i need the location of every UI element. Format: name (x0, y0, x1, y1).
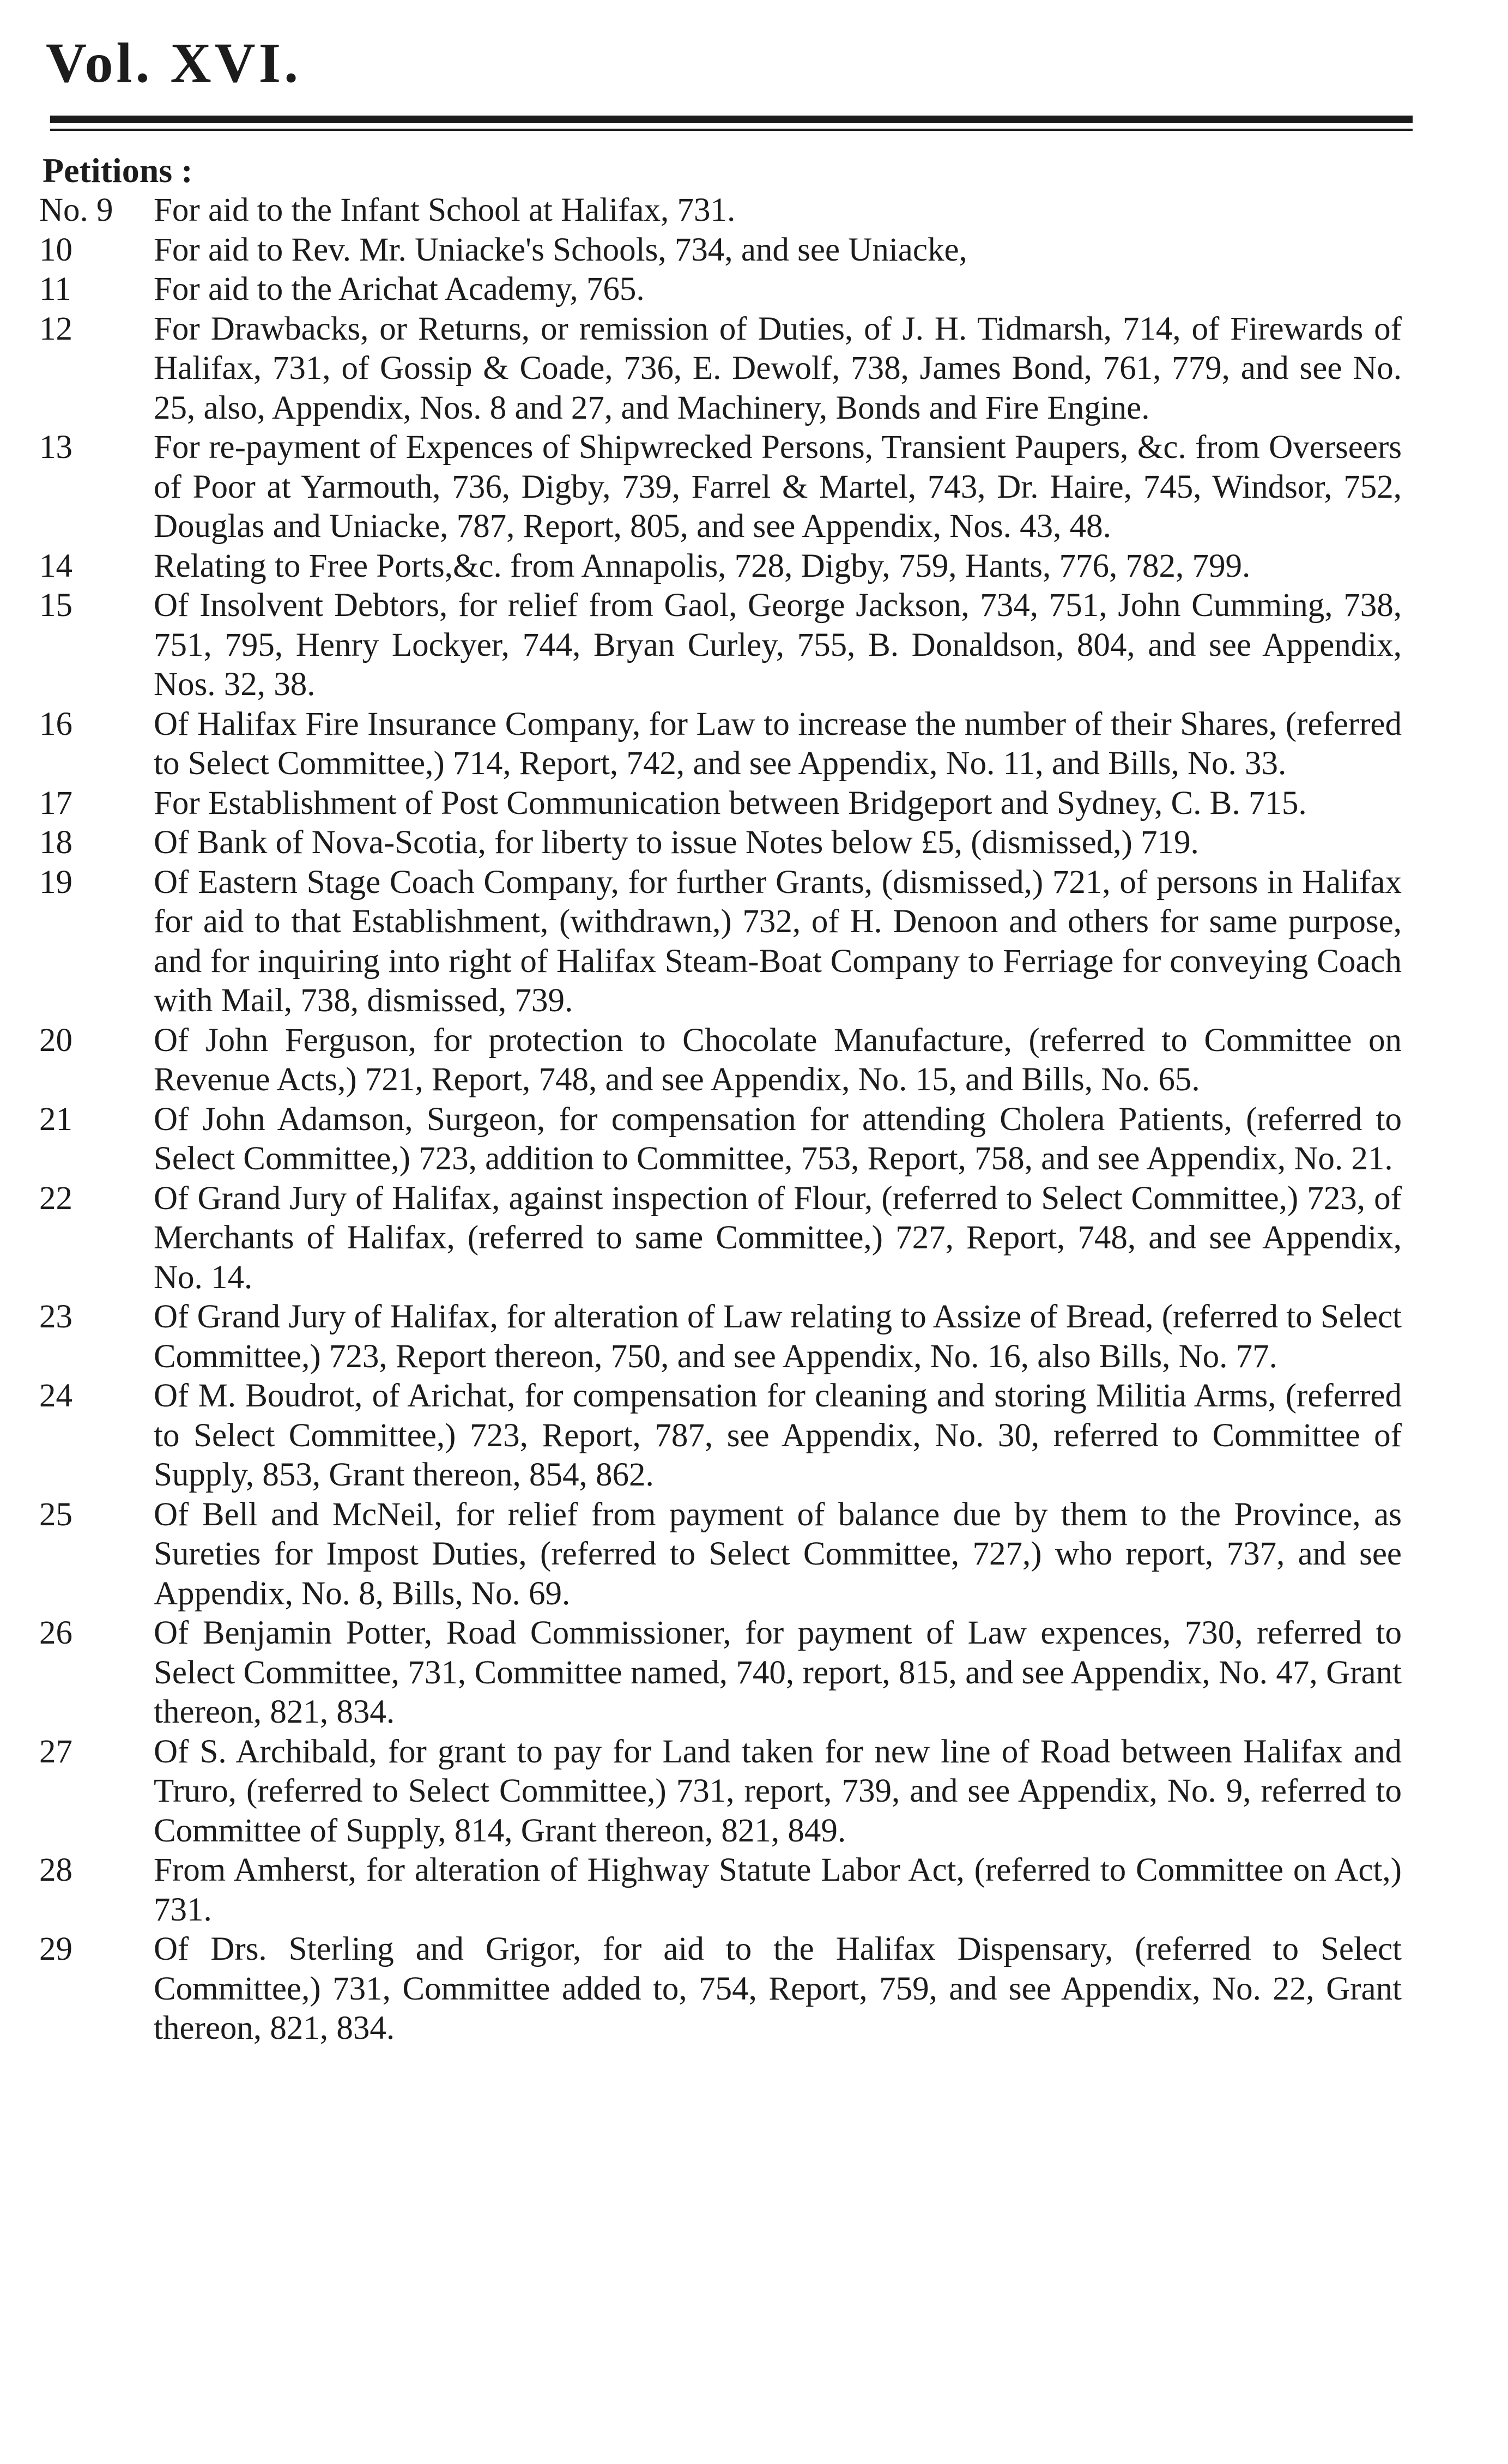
petition-entry (39, 310, 1402, 428)
petition-entry (39, 705, 1402, 784)
entry-text: Of Bell and McNeil, for relief from payment of balance due by them to the Province, as Sureties for Impost Duties, (referred to Select Committee, 727,) who report, 737, and see Appendix, No. 8, Bills, No. 69. (154, 1496, 1402, 1612)
entry-text: Of S. Archibald, for grant to pay for Land taken for new line of Road between Halifax and Truro, (referred to Select Committee,) 731, report, 739, and see Appendix, No. 9, referred to Committee of Supply, 814, Grant thereon, 821, 849. (154, 1733, 1402, 1849)
petition-entry (39, 547, 1402, 587)
petition-entry (39, 784, 1402, 824)
entry-text: Of Eastern Stage Coach Company, for further Grants, (dismissed,) 721, of persons in Halifax for aid to that Establishment, (withdrawn,) 732, of H. Denoon and others for same purpose, and for inquiring into right of Halifax Steam-Boat Company to Ferriage for conveying Coach with Mail, 738, dismissed, 739. (154, 863, 1402, 1019)
petition-entry (39, 1179, 1402, 1298)
petition-entry (39, 1021, 1402, 1100)
entry-number: 27 (39, 1733, 72, 1770)
petition-entry (39, 428, 1402, 547)
entry-number: 13 (39, 429, 72, 466)
entry-text: Of John Ferguson, for protection to Chocolate Manufacture, (referred to Committee on Revenue Acts,) 721, Report, 748, and see Appendix, No. 15, and Bills, No. 65. (154, 1022, 1402, 1098)
volume-title: Vol. XVI. (46, 32, 302, 94)
entry-text: From Amherst, for alteration of Highway Statute Labor Act, (referred to Committee on Act,) 731. (154, 1852, 1402, 1928)
petition-entry (39, 1100, 1402, 1179)
petition-entry (39, 863, 1402, 1021)
entry-text: Of M. Boudrot, of Arichat, for compensation for cleaning and storing Militia Arms, (referred to Select Committee,) 723, Report, 787, see Appendix, No. 30, referred to Committee of Supply, 853, Grant thereon, 854, 862. (154, 1378, 1402, 1493)
petition-entry (39, 586, 1402, 705)
entry-text: For aid to the Infant School at Halifax, 731. (154, 192, 736, 228)
entry-text: For Drawbacks, or Returns, or remission of Duties, of J. H. Tidmarsh, 714, of Firewards of Halifax, 731, of Gossip & Coade, 736, E. Dewolf, 738, James Bond, 761, 779, and see No. 25, also, Appendix, Nos. 8 and 27, and Machinery, Bonds and Fire Engine. (154, 310, 1402, 426)
entry-number: 19 (39, 863, 72, 901)
petition-entry (39, 1376, 1402, 1495)
entry-text: Of Grand Jury of Halifax, for alteration of Law relating to Assize of Bread, (referred to Select Committee,) 723, Report thereon, 750, and see Appendix, No. 16, also Bills, No. 77. (154, 1299, 1402, 1375)
entry-text: Of Grand Jury of Halifax, against inspection of Flour, (referred to Select Committee,) 723, of Merchants of Halifax, (referred to same Committee,) 727, Report, 748, and see Appendix, No. 14. (154, 1180, 1402, 1296)
header-rule-thick (50, 116, 1413, 123)
petition-entry (39, 1297, 1402, 1376)
petition-list (39, 191, 1402, 2049)
entry-number: 21 (39, 1101, 72, 1138)
entry-number: 22 (39, 1180, 72, 1217)
entry-text: Of Benjamin Potter, Road Commissioner, for payment of Law expences, 730, referred to Select Committee, 731, Committee named, 740, report, 815, and see Appendix, No. 47, Grant thereon, 821, 834. (154, 1615, 1402, 1730)
entry-number: 23 (39, 1299, 72, 1335)
entry-number: 29 (39, 1931, 72, 1967)
entry-text: For aid to Rev. Mr. Uniacke's Schools, 734, and see Uniacke, (154, 231, 967, 268)
petition-entry (39, 1495, 1402, 1614)
entry-text: Of John Adamson, Surgeon, for compensation for attending Cholera Patients, (referred to Select Committee,) 723, addition to Committee, 753, Report, 758, and see Appendix, No. 21. (154, 1101, 1402, 1177)
entry-number: 20 (39, 1022, 72, 1059)
entry-number: 24 (39, 1378, 72, 1414)
entry-text: For aid to the Arichat Academy, 765. (154, 271, 645, 307)
entry-text: Of Drs. Sterling and Grigor, for aid to the Halifax Dispensary, (referred to Select Committee,) 731, Committee added to, 754, Report, 759, and see Appendix, No. 22, Grant thereon, 821, 834. (154, 1931, 1402, 2046)
entry-number: 10 (39, 231, 72, 268)
entry-text: For re-payment of Expences of Shipwrecked Persons, Transient Paupers, &c. from Overseers of Poor at Yarmouth, 736, Digby, 739, Farrel & Martel, 743, Dr. Haire, 745, Windsor, 752, Douglas and Uniacke, 787, Report, 805, and see Appendix, Nos. 43, 48. (154, 429, 1402, 545)
entry-text: Of Insolvent Debtors, for relief from Gaol, George Jackson, 734, 751, John Cumming, 738, 751, 795, Henry Lockyer, 744, Bryan Curley, 755, B. Donaldson, 804, and see Appendix, Nos. 32, 38. (154, 587, 1402, 703)
petition-entry (39, 1930, 1402, 2049)
petition-entry (39, 1614, 1402, 1732)
entry-number: 25 (39, 1496, 72, 1533)
entry-text: Of Bank of Nova-Scotia, for liberty to issue Notes below £5, (dismissed,) 719. (154, 824, 1199, 861)
entry-number: 14 (39, 547, 72, 584)
entry-number: No. 9 (39, 192, 113, 228)
entry-number: 28 (39, 1852, 72, 1888)
entry-number: 16 (39, 705, 72, 742)
petition-entry (39, 270, 1402, 310)
entry-number: 17 (39, 784, 72, 822)
entry-text: For Establishment of Post Communication between Bridgeport and Sydney, C. B. 715. (154, 784, 1307, 822)
petition-entry (39, 191, 1402, 231)
petition-entry (39, 823, 1402, 863)
entry-number: 15 (39, 587, 72, 624)
entry-number: 18 (39, 824, 72, 861)
entry-number: 12 (39, 310, 72, 347)
header-rule-thin (50, 129, 1413, 131)
entry-text: Of Halifax Fire Insurance Company, for Law to increase the number of their Shares, (referred to Select Committee,) 714, Report, 742, and see Appendix, No. 11, and Bills, No. 33. (154, 705, 1402, 782)
entry-number: 11 (39, 271, 71, 307)
petition-entry (39, 1851, 1402, 1930)
petition-entry (39, 1732, 1402, 1851)
petition-entry (39, 231, 1402, 270)
entry-number: 26 (39, 1615, 72, 1651)
section-heading: Petitions : (43, 151, 193, 190)
entry-text: Relating to Free Ports,&c. from Annapolis, 728, Digby, 759, Hants, 776, 782, 799. (154, 547, 1251, 584)
